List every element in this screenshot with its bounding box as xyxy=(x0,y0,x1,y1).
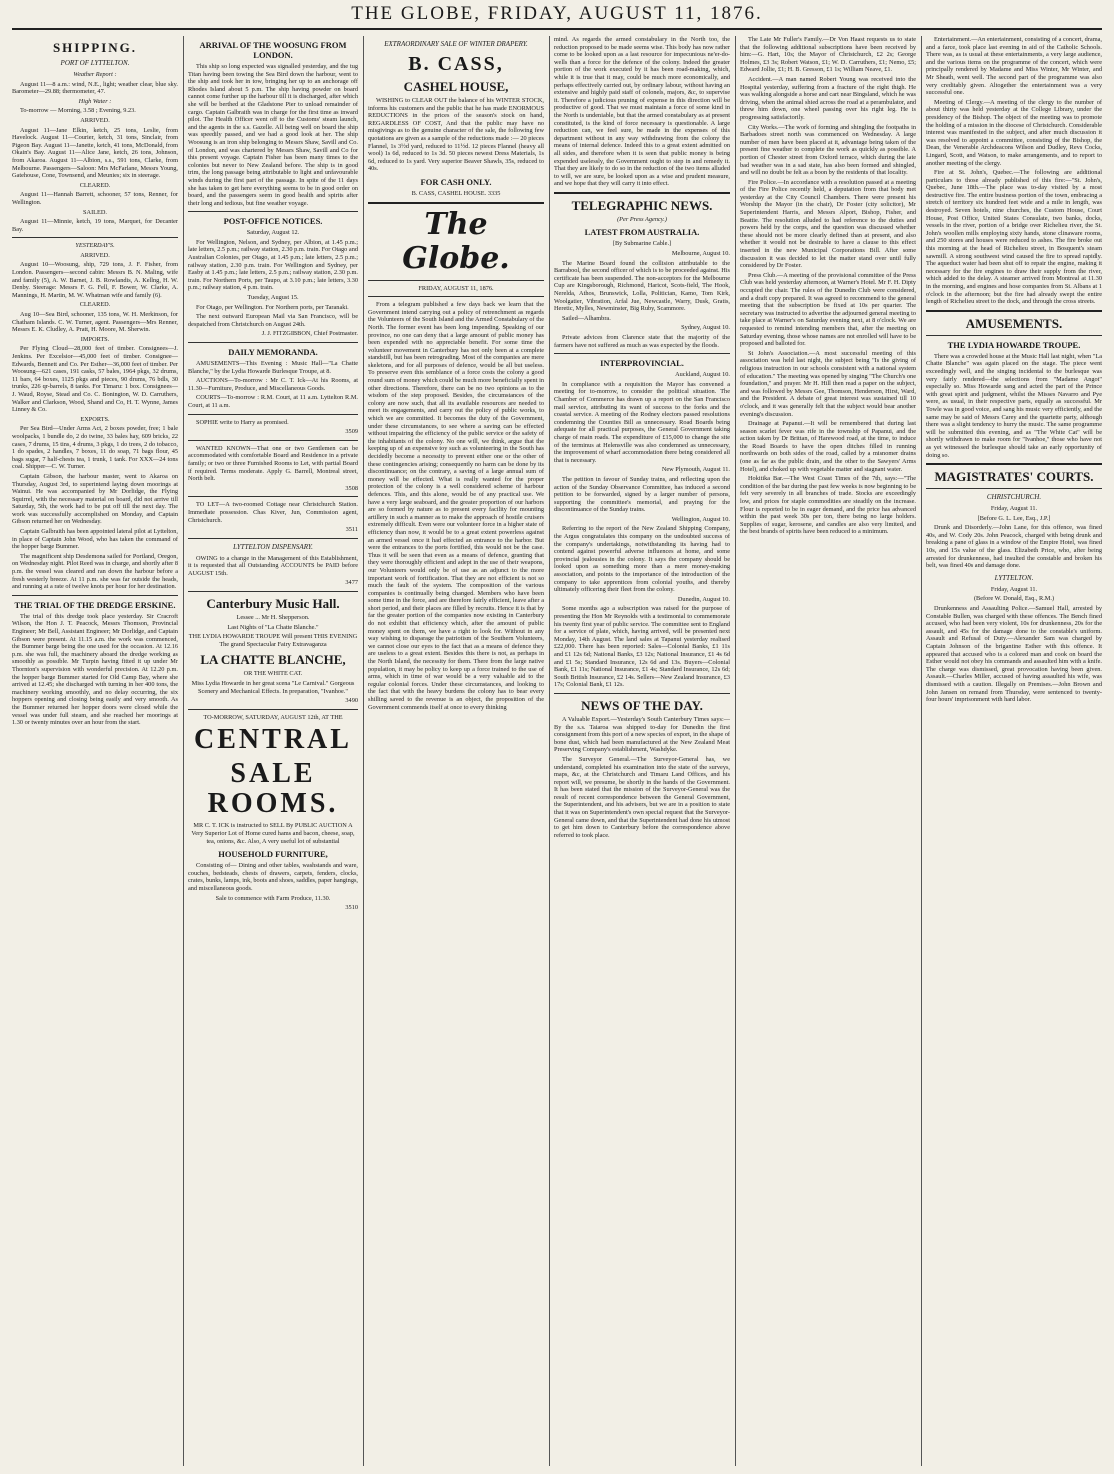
arrived2-heading: ARRIVED. xyxy=(80,251,110,259)
cleared-text: August 11—Hannah Barrett, schooner, 57 tons, Renner, for Wellington. xyxy=(12,191,178,206)
troupe-text: THE LYDIA HOWARDE TROUPE Will present THIS EVENING The grand Spectacular Fairy Extravaganza xyxy=(188,633,358,648)
household-body: Consisting of— Dining and other tables, washstands and ware, couches, bedsteads, chests of drawers, carpets, fenders, clocks, crates, bunks, lamps, ink, boots and shoes, saddles, paper hangings, and miscellaneous goods. xyxy=(188,862,358,892)
sydney-dateline: Sydney, August 10. xyxy=(681,324,730,332)
shipping-heading: SHIPPING. xyxy=(52,40,138,55)
cass-body: WISHING to CLEAR OUT the balance of his WINTER STOCK, informs his customers and the public that he has made ENORMOUS REDUCTIONS in the prices of the season's stock on hand, REGARDLESS OF COST, And that the public may have no misgivings as to the genuine character of the sale, the following few quotations are given as a sample of the reductions made :— 20 pieces Flannel, 1s 3½d yard, reduced to 11½d. 12 pieces Flannel (heavy all wool) 1s 6d, reduced to 1s 3d. 50 pieces newest Dress Materials, 1s 6d, reduced to 1s yard. Very superior Beaver Shawls, 35s, reduced to 40s. xyxy=(368,97,544,173)
dispensary-number: 3477 xyxy=(345,579,358,587)
cashel-heading: CASHEL HOUSE, xyxy=(403,79,509,94)
newplymouth-text: The petition in favour of Sunday trains, and reflecting upon the action of the Sunday Observance Committee, has induced a second petition to be forwarded, signed by a larger number of persons, supporting the committee's memorial, and praying for the discontinuance of the Sunday trains. xyxy=(554,475,730,514)
wanted-ad-number: 3508 xyxy=(345,484,358,492)
lastnights-text: Last Nights of "La Chatte Blanche." xyxy=(227,623,319,631)
extraordinary-sale-heading: EXTRAORDINARY SALE OF WINTER DRAPERY. xyxy=(384,40,528,48)
yesterday-heading: YESTERDAY'S. xyxy=(75,242,115,250)
news-pressclub: Press Club.—A meeting of the provisional committee of the Press Club was held yesterday afternoon, at Warner's Hotel. Mr F. H. Dipty occupied the chair. The rules of the Dunedin Club were considered, and a draft copy prepared. It was agreed to recommend to the general meeting that the subscription be fixed at 10s per quarter. The secretary was instructed to advertise the adjourned general meeting to take place at Warner's on Saturday evening next, at 8 o'clock. We are requested to remind intending members that, after the meeting on Saturday evening, those whose names are not enrolled will have to be proposed and balloted for. xyxy=(740,271,916,348)
tuesday-text: For Otago, per Wellington. For Northern ports, per Taranaki. xyxy=(196,303,349,311)
lyttelton-heading: LYTTELTON. xyxy=(994,573,1034,582)
sale-end: Sale to commence with Farm Produce, 11.30. xyxy=(215,894,331,902)
magistrates-heading: MAGISTRATES' COURTS. xyxy=(934,469,1094,485)
saturday-text: For Wellington, Nelson, and Sydney, per Albion, at 1.45 p.m.; late letters, 2.5 p.m.; railway station, 2.30 p.m. train. For Otago and Australian Colonies, per Otago, at 1.45 p.m.; late letters, 2.5 p.m.; railway station, 2.30 p.m. train. For Wellington and Sydney, per Easby at 1.45 p.m.; late letters, 2.5 p.m.; railway station, 2.30 p.m. train. For Northern Ports, per Taupo, at 3.10 p.m.; late letters, 3.30 p.m.; railway station, 4 p.m. train. xyxy=(188,238,358,292)
christchurch-before: [Before G. L. Lee, Esq., J.P.] xyxy=(977,514,1051,522)
cash-only: FOR CASH ONLY. xyxy=(420,176,492,187)
weather-text: August 11—8 a.m.: wind, N.E., light; weather clear, blue sky. Barometer—29.88; thermometer, 47. xyxy=(12,80,178,96)
musichall-heading: Canterbury Music Hall. xyxy=(206,596,340,612)
australia-heading: LATEST FROM AUSTRALIA. xyxy=(584,227,700,238)
auctions-memo: AUCTIONS—To-morrow : Mr C. T. Ick—At his Rooms, at 11.30—Furniture, Produce, and Miscellaneous Goods. xyxy=(188,377,358,392)
news-drainage: Drainage at Papanui.—It will be remembered that during last season scarlet fever was rife in the township of Papanui, and the action taken by Dr Brittan, of Harewood road, at the time, to induce the Road Boards to have the open ditches filled in running northwards on both sides of the road, called by a misnomer drains (one as far as the public drain, and the other to the Sawyers' Arms Hotel), and choked up with vegetable matter and stagnant water. xyxy=(740,420,916,473)
newplymouth-dateline: New Plymouth, August 11. xyxy=(661,466,730,474)
wellington-dateline: Wellington, August 10. xyxy=(671,515,730,523)
mail-signature: J. J. FITZGIBBON, Chief Postmaster. xyxy=(261,330,358,338)
globe-title: The Globe. xyxy=(402,206,510,276)
interprovincial-heading: INTERPROVINCIAL. xyxy=(600,358,684,369)
christchurch-text: Drunk and Disorderly.—John Lane, for this offence, was fined 40s, and W. Cody 20s. John Peacock, charged with being drunk and breaking a pane of glass in a window of the Empire Hotel, was fined 10s, and 15s value of the glass. Elizabeth Price, who, after being arrested for drunkenness, had insulted the constable and broken his belt, was fined 40s and damage done. xyxy=(926,524,1102,570)
news-fuller: The Late Mr Fuller's Family.—Dr Von Haast requests us to state that the following additional subscriptions have been received by him:—G. Hart, 10s; the Mayor of Christchurch, £2 2s; George Holmes, £3 3s; Robert Watson, £1; W. D. Carruthers, £1; Nemo, £5; Edward Jollie, £1; H. B. Gresson, £1 1s; William Neave, £1. xyxy=(740,36,916,74)
lyttelton-before: (Before W. Donald, Esq., R.M.) xyxy=(973,595,1055,603)
arrival-text: This ship so long expected was signalled yesterday, and the tug Titan having been towing the Sea Bird down the harbour, went to the ship and took her in tow, bringing her up to an anchorage off Rhodes Island about 5 p.m. The ship having powder on board cannot come further up the harbour till it is discharged, after which she will be berthed at the Gladstone Pier to unload remainder of cargo. Captain Galbraith was in charge for the first time as inward pilot. The Health Officer went off to the Customs' steam launch, and the agents in the s.s. Gazelle. All being well on board the ship was speedily passed, and we had a good look at her. The ship Woosung is an iron ship belonging to Messrs Shaw, Savill and Co. of London, and was chartered by Messrs Shaw, Savill and Co for this present voyage. Captain Fisher has been many times to the colonies but never to New Zealand before. The ship is in good trim, the long passage being attributable to light and unfavourable winds during the first part of the passage. In spite of the 11 days she has taken to get here everything seems to be in good order on board, and the passengers seem in good health and spirits after their long and tedious, but fine weather voyage. xyxy=(188,63,358,207)
news-surveyor: The Surveyor General.—The Surveyor-General has, we understand, completed his examination into the state of the surveys, maps, &c, at the Christchurch and Timaru Land Offices, and his report will, we presume, be shortly in the hands of the Government. It has been stated that the mission of the Surveyor-General was the result of recent correspondence between the General Government, the Superintendent, and his advisers, but we are in a position to state that it was on Superintendent's own special request that the Surveyor-General came down, and that the Superintendent had done his utmost to get him down to Canterbury before the correspondence above referred to took place. xyxy=(554,755,730,839)
masthead: THE GLOBE, FRIDAY, AUGUST 11, 1876. xyxy=(351,3,763,24)
ick-text: MR C. T. ICK is instructed to SELL By PUBLIC AUCTION A Very Superior Lot of Home cured hams and bacon, cheese, soap, tea, onions, &c. Also, A very useful lot of substantial xyxy=(191,822,355,845)
dunedin-dateline: Dunedin, August 10. xyxy=(677,595,730,603)
melbourne-text: The Marine Board found the collision attributable to the Barrabool, the second officer of which is to be proceeded against. His certificate has been suspended. The non-acceptors for the Melbourne Cup are Kingsborough, Richmond, Haricot, Scots-field, The Hook, Nerelda, Athos, Brunswick, Lolla, Politician, Kamo, Tom Kirk, Woolgatier, Vibration, Arfal Jue, Newcastle, Warry, Dusk, Gratis, Heretic, Mylles, Newminster, Big Ruby, Scammore. xyxy=(554,259,730,313)
news-entertainment: Entertainment.—An entertainment, consisting of a concert, drama, and a farce, took place last evening in aid of the Catholic Schools. There was, as is usual at these entertainments, a very large audience, and the various items on the programme of the concert, which were principally rendered by Madame and Miss Winter, Mr Winter, and Mr Sheath, went well. The second part of the programme was also very creditably given. Altogether the entertainment was a very successful one. xyxy=(926,36,1102,97)
christchurch-date: Friday, August 11. xyxy=(990,505,1038,513)
tolet-ad: TO LET—A two-roomed Cottage near Christchurch Station. Immediate possession. Chas Kiver, Jun, Commission agent, Christchurch. xyxy=(188,501,358,524)
whitecat-text: OR THE WHITE CAT. xyxy=(243,670,303,678)
news-firepolice: Fire Police.—In accordance with a resolution passed at a meeting of the Fire Police recently held, a deputation from that body met yesterday at the City Council Chambers. There were present his Worship the Mayor (in the chair), Dr Foster (city solicitor), Mr Superintendent Harris, and Messrs Alport, Bishop, Fisher, and Beattie. The resolution alluded to had reference to the duties and powers held by the corps, and the question was discussed whether these should not be more clearly defined than at present, and also whether it would not be desirable to have a clause to this effect inserted in the new Municipal Corporations Bill. After some discussion it was decided to let the matter stand over until fully considered by Dr Foster. xyxy=(740,178,916,270)
postoffice-heading: POST-OFFICE NOTICES. xyxy=(223,216,323,227)
lyttelton-text: Drunkenness and Assaulting Police.—Samuel Hall, arrested by Constable Bullen, was charged with these offences. The Bench fined accused, who had been very violent, 10s for drunkenness, 20s for the assault, and 45s for the damage done to the constable's uniform. Assault and Refusal of Duty.—Alexander Sam was charged by Captain Johnson of the brigantine Esther with this offence. It appeared that accused who is a colored man and cook on board the Esther would not obey his commands and assaulted him with a knife. The charge was dismissed, great provocation having been given. Assault.—Charles Miller, accused of having assaulted his wife, was dismissed with a caution. Illegally on Premises.—John Brown and John Jansen on remand from Thursday, were sentenced to twenty-four hours' imprisonment with hard labor. xyxy=(926,605,1102,704)
cass-signature: B. CASS, CASHEL HOUSE. 3335 xyxy=(411,189,501,197)
sophie-ad-number: 3509 xyxy=(345,428,358,436)
news-clergy: Meeting of Clergy.—A meeting of the clergy to the number of about thirty was held yesterday at the College Library, under the presidency of the Bishop. The object of the meeting was to promote the holding of a mission in the diocese of Christchurch. Considerable interest was manifested in the subject, and after much discussion it was resolved to appoint a committee, consisting of the Bishop, the Dean, the Venerable Archdeacons Wilson and Dudley, Revs Cocks, Lingard, Scott, and Watson, to make arrangements, and to report to another meeting of the clergy. xyxy=(926,98,1102,167)
cleared2-heading: CLEARED. xyxy=(79,301,111,309)
column-local-news xyxy=(740,36,916,1466)
sailed-text: August 11—Minnie, ketch, 19 tons, Marquet, for Decanter Bay. xyxy=(12,218,178,233)
trial-heading: THE TRIAL OF THE DREDGE ERSKINE. xyxy=(14,599,176,610)
lydia-heading: THE LYDIA HOWARDE TROUPE. xyxy=(947,339,1081,350)
amusements-memo: AMUSEMENTS—This Evening : Music Hall—"La Chatte Blanche," by the Lydia Howarde Burlesque Troupe, at 8. xyxy=(188,360,358,375)
salerooms-heading: SALE ROOMS. xyxy=(207,758,339,820)
cass-heading: B. CASS, xyxy=(408,53,504,75)
cass-number: 3335 xyxy=(487,189,501,197)
news-export: A Valuable Export.—Yesterday's South Canterbury Times says:—By the s.s. Taiaroa was shipped to-day for Dunedin the first consignment from this port of a new species of export, in the shape of bone dust, which had been manufactured at the New Zealand Meat Preserving Company's establishment, Washdyke. xyxy=(554,715,730,754)
tomorrow-text: TO-MORROW, SATURDAY, AUGUST 12th, AT THE xyxy=(203,713,343,721)
lydia-text: There was a crowded house at the Music Hall last night, when "La Chatte Blanche" was again placed on the stage. The piece went exceedingly well, and the singing incidental to the burlesque was very fairly rendered—the selections from "Madame Angot" especially so. Miss Howarde sang and acted the part of the Prince with great spirit and judgment, whilst the Misses Navarro and Pye were, as usual, in their respective parts, equally as successful. Mr Towle was in good voice, and sang his music very efficiently, and the same may be said of Messrs Carey and the quartette party, although there was a slight tendency to hurry the music. The same programme will be submitted this evening, and as "The White Cat" will be shortly withdrawn to make room for "Ivanhoe," those who have not as yet witnessed the burlesque should take an early opportunity of doing so. xyxy=(926,352,1102,459)
news-cityworks: City Works.—The work of forming and shingling the footpaths in Barbadoes street north was commenced on Wednesday. A large number of men have been placed at it, advantage being taken of the present fine weather to complete the work as quickly as possible. A portion of Chester street from Oxford terrace, which during the late bad weather was in a sad state, has also been formed and shingled, and will no doubt be felt as a boon by the residents of that locality. xyxy=(740,123,916,177)
imports-heading: IMPORTS. xyxy=(80,335,110,343)
body-text-3: The magnificent ship Desdemona sailed for Portland, Oregon, on Wednesday night. Pilot Reed was in charge, and shortly after 8 p.m. the vessel was cleared and ran down the harbour before a fresh westerly breeze. At 11 p.m. she was far outside the heads, and running at a rate of twelve knots per hour for her destination. xyxy=(12,552,178,591)
lyttelton-date: Friday, August 11. xyxy=(990,585,1038,593)
daily-heading: DAILY MEMORANDA. xyxy=(228,347,318,357)
sailed-heading: SAILED. xyxy=(83,208,107,216)
courts-memo: COURTS—To-morrow : R.M. Court, at 11 a.m. Lyttelton R.M. Court, at 11 a.m. xyxy=(188,394,358,409)
news-heading: NEWS OF THE DAY. xyxy=(581,697,703,713)
sale-number: 3510 xyxy=(345,904,358,912)
news-accident: Accident.—A man named Robert Young was received into the Hospital yesterday, suffering from a fracture of the right thigh. He was walking alongside a horse and cart near Bingsland, which he was driving, when the animal shied across the road at a perambulator, and threw him down, one wheel passing over his right leg. He is progressing satisfactorily. xyxy=(740,75,916,121)
column-editorial xyxy=(368,36,544,1466)
central-heading: CENTRAL xyxy=(194,724,352,756)
cable-note: [By Submarine Cable.] xyxy=(612,240,672,248)
weather-heading: Weather Report : xyxy=(73,71,117,78)
telegraphic-heading: TELEGRAPHIC NEWS. xyxy=(571,197,713,213)
masthead-rule xyxy=(12,28,1102,30)
news-stjohns: St John's Association.—A most successful meeting of this association was held last night, the subject being "Is the giving of religious instruction in our schools consistent with a national system of education." The meeting was opened by singing "The Church's one foundation," and prayer. Mr H. Hill then read a paper on the subject, and was followed by Messrs Gee, Thomson, Henderson, Hirst, Ward, and the President. A debate of great interest was sustained till 10 o'clock, and it was generally felt that the subject would bear another evening's discussion. xyxy=(740,349,916,418)
leader-continued: mind. As regards the armed constabulary in the North too, the reduction proposed to be made seems wise. This body has now rather come to be looked upon as a last resource for impecunious ne'er-do-wells than a force for the defence of the colony. Indeed the greater portion of the work executed by it has been road-making, which, while it is true that it may, could be much more economically, and perhaps effectively carried out, by ordinary labour, without having an extensive and highly paid staff of colonels, majors, &c, to supervise it. Therefore a judicious pruning of expense in this direction will be productive of good. That we must maintain a force of some kind in the North is undeniable, but that the armed constabulary as at present constituted, is the kind of force necessary is questionable. A large reduction can, we feel sure, be made in the expenses of this department without in any way withdrawing from the colony the means of internal defence. Indeed this to a great extent admitted on all sides, and therefore when it is seen that public money is being expended uselessly, the Government ought to step in and remedy it. That they are likely to do so in the reduction of the two items alluded to will, we are sure, be looked upon as a wise and prudent measure, and we hope that they will carry it into effect. xyxy=(554,36,730,188)
tolet-ad-number: 3511 xyxy=(345,526,358,534)
christchurch-heading: CHRISTCHURCH. xyxy=(986,493,1042,502)
mail-text: The next outward European Mail via San Francisco, will be despatched from Christchurch on August 24th. xyxy=(188,313,358,328)
tuesday-heading: Tuesday, August 15. xyxy=(247,294,299,302)
arrival-heading: ARRIVAL OF THE WOOSUNG FROM LONDON. xyxy=(199,40,347,60)
exports-heading: EXPORTS. xyxy=(80,415,110,423)
news-fire-quebec: Fire at St. John's, Quebec.—The following are additional particulars to those already published of this fire:—"St. John's, Quebec, June 18th.—The place was to-day visited by a most destructive fire. The entire business portion of the town, embracing a stretch of territory six hundred feet wide and a mile in length, was destroyed. Seven hotels, nine churches, the Custom House, Court House, Post Office, United States Consulate, two banks, docks, vessels in the river, portion of a bridge over Richelieu river, the St. John's woollen mills employing sixty hands, stone clinaware rooms, and 250 stores and houses were reduced to ashes. The fire broke out this morning at the head of Richelieu street, in Bosquent's steam sawmill. A strong southwest wind caused the fire to spread rapidly. The aqueduct water had been shut off to repair the engine, making it necessary for the fire engines to draw their supply from the river, which added to the delay. A steamer arrived from Montreal at 11.30 in the morning, and engines and hose companies from St. Albans at 1 o'clock in the afternoon; but the fire had already swept the entire length of Richelieu street to the dock, and through the cross streets. xyxy=(926,169,1102,306)
column-courts xyxy=(926,36,1102,1466)
auckland-text: In compliance with a requisition the Mayor has convened a meeting for to-morrow, to consider the political situation. The Chamber of Commerce has drawn up a report on the San Francisco mail service, attributing its want of success to the forks and the coastal service. A meeting of the Rodney electors passed resolutions condemning the Counties Bill as unnecessary. Road Boards being adequate for all practical purposes, the General Government taking charge of main roads. The expenditure of £15,000 to change the site of the terminus at Helensville was also condemned as unnecessary, the improvement of wharf accommodation there being considered all that is necessary. xyxy=(554,380,730,464)
trial-text: The trial of this dredge took place yesterday. Sir Cracroft Wilson, the Hon J. T. Peacock, Messrs Thomson, Provincial Engineer; Mr Bell, Assistant Engineer; Mr Dorlidge, and Captain Gibson were present. At 11.15 a.m. the work was commenced, the Bummer barge being the one used for the occasion. At 12.16 p.m. she was full, the machinery aboard the dredge working as smoothly as possible. Mr Turpin having fitted it up under Mr Thornton's supervision with wonderful precision. At 12.20 p.m. the hopper barge Bummer started for Old Camp Bay, where she arrived at 12.45; she discharged with turning in her 400 tons, the machinery working smoothly, and no delay occurring, the six hoppers opening and closing being easily and very smooth. As the Bummer returned her hopper doors were closed while the vessel was under full steam, and she reached her moorings at 1.30 or twenty minutes over an hour from the start. xyxy=(12,612,178,727)
leader-text: From a telegram published a few days back we learn that the Government intend carrying out a policy of retrenchment as regards the Volunteers of the South Island and the Armed Constabulary of the North. The former event has been long impending. Speaking of our province, no one can deny that a large amount of public money has been expended with no appreciable benefit. For some time the volunteer movement in Canterbury has not only been at a complete standstill, but has been retrograding. Most of the companies are mere skeletons, and for all purposes of defence, would be all but useless. To preserve even this semblance of a force costs the colony a good round sum of money which could be much more beneficially spent in other directions. Therefore, there can be no two opinions as to the wisdom of the step proposed. Besides, the circumstances of the colony are now such, that all its available resources are needed to meet its engagements, and carry out the policy of public works, to which we are committed. It becomes the duty of the Government, under these circumstances, to see where a saving can be effected without impairing the efficiency of the public service or the safety of the inhabitants of the colony. No one will, we think, argue that the keeping up of an expensive toy such as volunteering in the South has decidedly become a necessity to prevent either one or the other of these contingencies arising; consequently no harm can be done by its discontinuance; on the contrary, a saving of a large annual sum of money will be effected. What is really wanted for the proper protection of the colony is a well considered scheme of harbour defences. This, and this alone, would be of any practical use. We have a very large seaboard, and the greater proportion of our harbors are so formed by nature as to present every facility for mounting artillery in such a manner as to make the approach of hostile cruisers extremely difficult. Even were our volunteer force in a higher state of efficiency than now, it would be to a great extent powerless against an armed vessel once it had effected an entrance to the harbor. But were the entrances to the ports fortified, this would not be the case. Thus it will be seen that even as a means of defence, granting that they were thoroughly efficient and adept in the use of their weapons, our Volunteers would only be of use as an adjunct to the more important work of fortification. That they are not efficient is not so much the fault of the system. The composition of the various companies is continually being changed. Members who have been some time in the force, and are therefore fairly efficient, leave after a short period, and their places are filled by recruits. Hence it is that by far the greater portion of the companies now existing in Canterbury do not exhibit that efficiency which, after the amount of public money spent on them, we have a right to look for. Without in any way wishing to disparage the patriotism of the Southern Volunteers, we cannot close our eyes to the fact that as a means of defence they are useless to a great extent. Besides this there is not, as perhaps in the North Island, the necessity for them. There from the large native population, it may be policy to keep up a force trained to the use of arms, which in time of war would be a very valuable aid to the regular colonial forces. Under these circumstances, and looking to the fact that with the heavy burdens the colony has to bear every shilling saved to the revenue is an object, the proposition of the Government commends itself at once to every thinking xyxy=(368,301,544,711)
dispensary-text: OWING to a change in the Management of this Establishment, it is requested that all Outstanding ACCOUNTS be PAID before AUGUST 15th. xyxy=(188,554,358,577)
press-agency: (Per Press Agency.) xyxy=(617,215,667,223)
column-telegraphic xyxy=(554,36,730,1466)
melbourne-dateline: Melbourne, August 10. xyxy=(671,250,730,258)
chatte-body: Miss Lydia Howarde in her great scena "Le Carnival." Gorgeous Scenery and Mechanical Effects. In preparation, "Ivanhoe." xyxy=(191,680,355,695)
dunedin-text: Some months ago a subscription was raised for the purpose of presenting the Hon Mr Reynolds with a testimonial to commemorate his twenty first year of public service. The committee sent to England for a service of plate, which, having arrived, will be presented next Monday, 14th August. The land sales at Tapanui yesterday realised £22,000. There has been reported: Sales—Colonial Banks, £1 11s and £1 12s 6d; National Banks, £3 12s; National Insurance, £1 4s 6d and £1 5s; Standard Insurance, 12s 6d and 13s. Buyers—Colonial Bank, £1 11s; National Insurance, £1 4s; Standard Insurance, 12s 6d; South British Insurance, £2 14s. Sellers—New Zealand Insurance, £3 17s; Colonial Bank, £1 12s. xyxy=(554,605,730,689)
auckland-dateline: Auckland, August 10. xyxy=(675,371,730,379)
sailed-alhambra: Sailed—Alhambra. xyxy=(562,314,611,322)
amusements-heading: AMUSEMENTS. xyxy=(965,315,1063,331)
chatte-number: 3490 xyxy=(345,697,358,705)
column-shipping xyxy=(12,36,178,1466)
port-heading: PORT OF LYTTELTON. xyxy=(60,59,130,67)
highwater-heading: High Water : xyxy=(78,97,112,105)
cleared2-text: Aug 10—Sea Bird, schooner, 135 tons, W. H. Merkinson, for Chatham Islands. C. W. Turner, agent. Passengers—Mrs Renner, Messrs E. K. Cludley, A. Pratt, H. Moore, M. Sherwin. xyxy=(12,311,178,334)
household-heading: HOUSEHOLD FURNITURE, xyxy=(218,849,328,860)
body-text-2: Captain Galbraith has been appointed lateral pilot at Lyttelton, in place of Captain John Wood, who has taken the command of the hopper barge Bummer. xyxy=(12,528,178,551)
imports-text: Per Flying Cloud—28,000 feet of timber. Consignees—J. Jenkins. Per Excelsior—45,000 feet of timber. Consignee—Edwards, Bennett and Co. Per Esther—36,000 feet of timber. Per Woosung—621 cases, 191 casks, 57 bales, 1964 pkgs, 32 drums, 11 bars, 64 boxes, 1125 pkgs and pieces, 90 drums, 76 bdls, 30 trunks, 226 qr-barrels, 8 tanks. For Timaru: 1 box. Consignees—J. Waud, Royse, Stead and Co. C. Bonington, W. D. Carruthers, Walker and Clarkson, Wood, Shand and Co, H. T. Wynne, James Linney & Co. xyxy=(12,345,178,414)
body-text-1: Captain Gibson, the harbour master, went to Akaroa on Thursday, August 3rd, to superintend laying down moorings at Wainui. He was accompanied by Mr Dorlidge, the Flying Squirrel, with the necessary material on board, did not arrive till Saturday, 5th, the work had to be put off till the next day. The work was successfully accomplished on Monday, and Captain Gibson returned her on Wednesday. xyxy=(12,472,178,526)
news-hokitika: Hokitika Bar.—The West Coast Times of the 7th, says:—"The condition of the bar during the past few weeks is now beginning to be felt very severely in all branches of trade. Stocks are exceedingly low, and prices for staple commodities are steadily on the increase. Flour is reported to be in eager demand, and the price has advanced within the past week 30s per ton, there being no large holders. Supplies of sugar, kerosene, and candles are also very limited, and the best brands of spirits have been reduced to a minimum. xyxy=(740,475,916,536)
sydney-text: Private advices from Clarence state that the majority of the farmers have not suffered as much as was expected by the floods. xyxy=(554,334,730,349)
chatte-heading: LA CHATTE BLANCHE, xyxy=(200,652,346,668)
wellington-text: Referring to the report of the New Zealand Shipping Company, the Argus congratulates this company on the undoubted success of the company's undertakings, notwithstanding its having had to contend against powerful adverse influences at home, and some provincial jealousies in the colony. It says the company should be looked upon as something more than a mere money-making association, and points to the importance of the introduction of the company to take apprentices from colonial youths, and thereby ultimately officering their fleet from the colony. xyxy=(554,525,730,594)
arrived2-text: August 10—Woosung, ship, 729 tons, J. F. Fisher, from London. Passengers—second cabin: Messrs B. N. Maling, wife and family (5), A. W. Barnet, J. B. Rowlandis, A. Kellng, H. W. Denby. Steerage: Messrs F. G. Fell, F. Bower, W. Clarke, A. Mannings, H. Martin, M. W. Whatman wife and family (6). xyxy=(12,261,178,299)
saturday-heading: Saturday, August 12. xyxy=(246,229,300,237)
arrived-text: August 11—Jane Elkin, ketch, 25 tons, Leslie, from Havelock. August 11—Courier, ketch, 31 tons, Sinclair, from Pigeon Bay. August 11—Janette, ketch, 41 tons, McDonald, from Okain's Bay. August 11—Alice Jane, ketch, 26 tons, Johnson, from Akaroa. August 11—Albion, s.s., 591 tons, Clarke, from Melbourne. Passengers—Saloon: Mrs McFarlane, Messrs Young, Gatehouse, Cone, Townsend, and Meunies; six in steerage. xyxy=(12,126,178,180)
lessee-text: Lessee ... Mr H. Shepperson. xyxy=(236,614,310,622)
dateline: FRIDAY, AUGUST 11, 1876. xyxy=(418,284,494,292)
dispensary-heading: LYTTELTON DISPENSARY. xyxy=(233,542,313,551)
arrived-heading: ARRIVED. xyxy=(80,116,110,124)
sophie-ad: SOPHIE write to Harry as promised. xyxy=(196,418,289,426)
cleared-heading: CLEARED. xyxy=(79,181,111,189)
column-notices xyxy=(188,36,358,1466)
exports-text: Per Sea Bird—Under Arms Act, 2 boxes powder, free; 1 bale woolpacks, 1 bundle do, 2 do twine, 33 bales hay, 609 bricks, 22 cases, 7 drums, 15 tins, 4 drums, 3 pkgs, 1 do trees, 2 do tobacco, 1 do spades, 2 handles, 7 boxes, 11 do soap, 71 bags flour, 45 bags sugar, 7 half-chests tea, 1 trunk, 1 tank. For XXX—24 tons coal. Shipper—C. W. Turner. xyxy=(12,425,178,471)
wanted-ad: WANTED KNOWN—That one or two Gentlemen can be accommodated with comfortable Board and Residence in a private family; or two or three Furnished Rooms to Let, with partial Board if required. Terms moderate. Apply G. Barrell, Montreal street, North belt. xyxy=(188,444,358,483)
highwater-text: To-morrow — Morning, 3.58 ; Evening, 9.23. xyxy=(20,107,136,115)
